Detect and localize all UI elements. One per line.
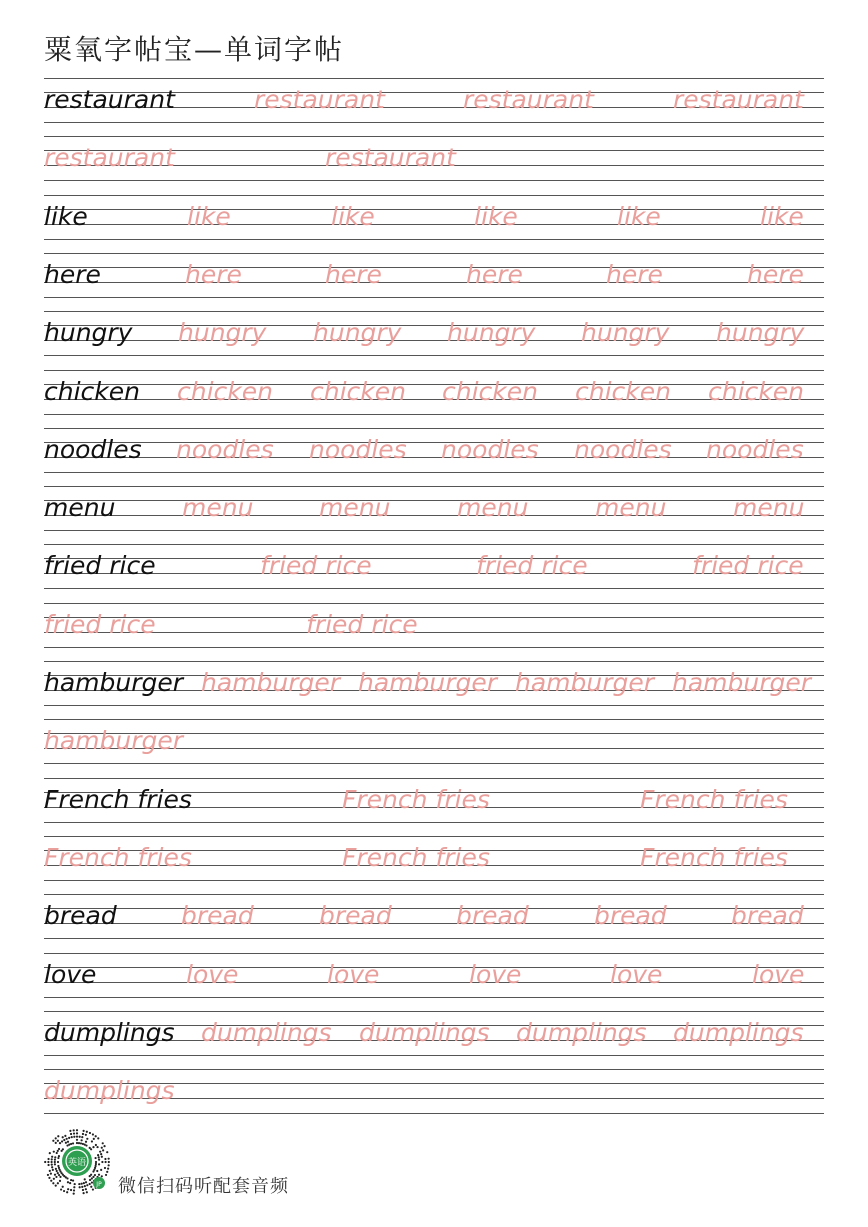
rule-line [44, 224, 824, 225]
model-word: fried rice [44, 551, 156, 580]
trace-word: bread [456, 901, 529, 930]
trace-word: love [186, 960, 239, 989]
rule-line [44, 908, 824, 909]
trace-word: menu [182, 493, 254, 522]
trace-word: restaurant [463, 85, 594, 114]
trace-word: noodles [706, 435, 804, 464]
model-word: chicken [44, 377, 140, 406]
trace-word: menu [319, 493, 391, 522]
rule-line [44, 428, 824, 429]
model-word: here [44, 260, 101, 289]
trace-word: here [325, 260, 382, 289]
rule-line [44, 384, 824, 385]
rule-line [44, 705, 824, 706]
rule-line [44, 982, 824, 983]
rule-line [44, 209, 824, 210]
model-word: hamburger [44, 668, 184, 697]
model-word: like [44, 202, 88, 231]
model-word: dumplings [44, 1018, 175, 1047]
rule-line [44, 967, 824, 968]
rule-line [44, 953, 824, 954]
trace-word: chicken [708, 377, 804, 406]
model-word: menu [44, 493, 116, 522]
trace-word: bread [731, 901, 804, 930]
rule-line [44, 414, 824, 415]
model-word: love [44, 960, 97, 989]
trace-word: hungry [447, 318, 536, 347]
trace-word: bread [594, 901, 667, 930]
trace-word: hamburger [44, 726, 184, 755]
rule-line [44, 267, 824, 268]
trace-word: dumplings [673, 1018, 804, 1047]
rule-line [44, 297, 824, 298]
rule-line [44, 588, 824, 589]
trace-word: noodles [309, 435, 407, 464]
rule-line [44, 311, 824, 312]
trace-word: hungry [581, 318, 670, 347]
rule-line [44, 661, 824, 662]
model-word: noodles [44, 435, 142, 464]
model-word: French fries [44, 785, 192, 814]
trace-word: French fries [342, 785, 490, 814]
trace-word: fried rice [260, 551, 372, 580]
rule-line [44, 647, 824, 648]
trace-word: noodles [176, 435, 274, 464]
trace-word: noodles [441, 435, 539, 464]
rule-line [44, 180, 824, 181]
trace-word: fried rice [44, 610, 156, 639]
qr-corner-text: JP [96, 1181, 102, 1188]
rule-line [44, 923, 824, 924]
page-title: 粟氧字帖宝—单词字帖 [44, 33, 345, 66]
trace-word: French fries [640, 843, 788, 872]
rule-line [44, 632, 824, 633]
rule-line [44, 778, 824, 779]
trace-word: dumplings [359, 1018, 490, 1047]
rule-line [44, 1011, 824, 1012]
rule-line [44, 486, 824, 487]
trace-word: French fries [342, 843, 490, 872]
trace-word: restaurant [254, 85, 385, 114]
trace-word: here [747, 260, 804, 289]
rule-line [44, 282, 824, 283]
trace-word: like [617, 202, 661, 231]
trace-word: menu [595, 493, 667, 522]
trace-word: like [331, 202, 375, 231]
rule-line [44, 1113, 824, 1114]
trace-word: noodles [574, 435, 672, 464]
trace-word: love [327, 960, 380, 989]
trace-word: bread [181, 901, 254, 930]
rule-line [44, 122, 824, 123]
rule-line [44, 500, 824, 501]
trace-word: restaurant [325, 143, 456, 172]
rule-line [44, 1055, 824, 1056]
trace-word: hamburger [358, 668, 498, 697]
rule-line [44, 763, 824, 764]
scan-caption: 微信扫码听配套音频 [118, 1176, 289, 1197]
trace-word: fried rice [692, 551, 804, 580]
rule-line [44, 880, 824, 881]
rule-line [44, 370, 824, 371]
trace-word: menu [457, 493, 529, 522]
rule-line [44, 617, 824, 618]
trace-word: dumplings [201, 1018, 332, 1047]
trace-word: love [752, 960, 805, 989]
rule-line [44, 1069, 824, 1070]
trace-word: bread [319, 901, 392, 930]
trace-word: fried rice [306, 610, 418, 639]
rule-line [44, 399, 824, 400]
rule-line [44, 938, 824, 939]
trace-word: restaurant [44, 143, 175, 172]
rule-line [44, 355, 824, 356]
rule-line [44, 997, 824, 998]
qr-badge-text: 英语 [67, 1158, 87, 1168]
trace-word: menu [733, 493, 805, 522]
trace-word: hungry [313, 318, 402, 347]
rule-line [44, 472, 824, 473]
trace-word: chicken [177, 377, 273, 406]
trace-word: here [185, 260, 242, 289]
model-word: hungry [44, 318, 133, 347]
trace-word: hamburger [201, 668, 341, 697]
trace-word: here [466, 260, 523, 289]
trace-word: hungry [716, 318, 805, 347]
model-word: bread [44, 901, 117, 930]
rule-line [44, 515, 824, 516]
trace-word: chicken [575, 377, 671, 406]
rule-line [44, 325, 824, 326]
rule-line [44, 78, 824, 79]
qr-code [42, 1128, 112, 1198]
rule-line [44, 822, 824, 823]
trace-word: chicken [442, 377, 538, 406]
rule-line [44, 195, 824, 196]
rule-line [44, 603, 824, 604]
rule-line [44, 136, 824, 137]
trace-word: fried rice [476, 551, 588, 580]
trace-word: French fries [44, 843, 192, 872]
rule-line [44, 544, 824, 545]
trace-word: hamburger [672, 668, 812, 697]
rule-line [44, 836, 824, 837]
rule-line [44, 253, 824, 254]
trace-word: like [760, 202, 804, 231]
trace-word: love [469, 960, 522, 989]
model-word: restaurant [44, 85, 175, 114]
trace-word: dumplings [44, 1076, 175, 1105]
rule-line [44, 894, 824, 895]
trace-word: here [606, 260, 663, 289]
rule-line [44, 340, 824, 341]
trace-word: dumplings [516, 1018, 647, 1047]
trace-word: love [610, 960, 663, 989]
trace-word: like [187, 202, 231, 231]
trace-word: restaurant [673, 85, 804, 114]
trace-word: French fries [640, 785, 788, 814]
rule-line [44, 530, 824, 531]
rule-line [44, 239, 824, 240]
trace-word: hamburger [515, 668, 655, 697]
rule-line [44, 719, 824, 720]
trace-word: chicken [310, 377, 406, 406]
trace-word: hungry [178, 318, 267, 347]
trace-word: like [474, 202, 518, 231]
